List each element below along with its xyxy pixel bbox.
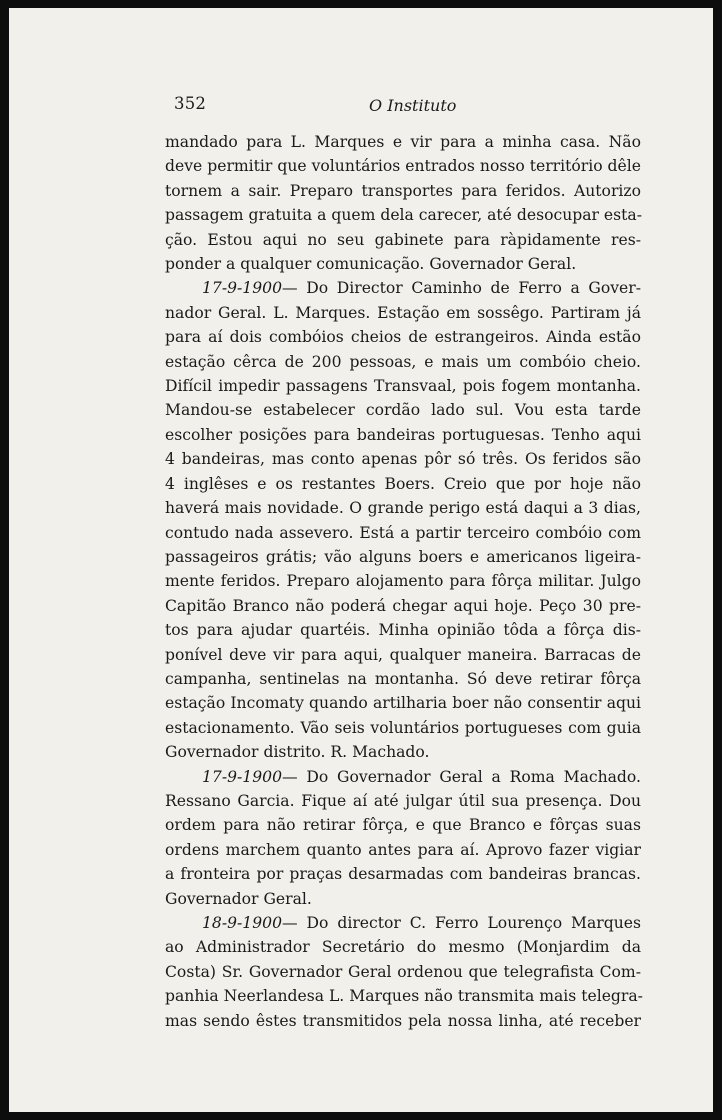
text-line: 4 inglêses e os restantes Boers. Creio que por hoje não: [165, 474, 641, 493]
text-line: [165, 911, 641, 935]
text-line: mandado para L. Marques e vir para a minha casa. Não: [165, 133, 641, 151]
text-segment: — Do Governador Geral a Roma Machado.: [282, 767, 641, 786]
text-line: 4 bandeiras, mas conto apenas pôr só três. Os feridos são: [165, 450, 641, 469]
text-line: Ressano Garcia. Fique aí até julgar útil sua presença. Dou: [165, 791, 641, 810]
text-line: estação cêrca de 200 pessoas, e mais um combóio cheio.: [165, 352, 641, 371]
text-line: tos para ajudar quartéis. Minha opinião tôda a fôrça dis-: [165, 621, 641, 640]
text-line: [165, 765, 641, 789]
date: 18-9-1900: [202, 914, 282, 932]
text-line: haverá mais novidade. O grande perigo está daqui a 3 dias,: [165, 499, 641, 518]
paragraph: [165, 765, 641, 911]
text-line: tornem a sair. Preparo transportes para feridos. Autorizo: [165, 181, 641, 200]
text-line: Costa) Sr. Governador Geral ordenou que telegrafista Com-: [165, 962, 641, 981]
paragraph: [165, 911, 641, 1033]
date: 17-9-1900: [202, 767, 282, 786]
text-line: campanha, sentinelas na montanha. Só deve retirar fôrça: [165, 669, 641, 688]
running-title: O Instituto: [369, 96, 457, 115]
text-line: passagem gratuita a quem dela carecer, até desocupar esta-: [165, 206, 642, 225]
text-line: nador Geral. L. Marques. Estação em sossêgo. Partiram já: [165, 303, 641, 322]
text-line: ao Administrador Secretário do mesmo (Monjardim da: [165, 938, 641, 957]
text-line: mas sendo êstes transmitidos pela nossa linha, até receber: [165, 1011, 641, 1030]
text-line: [165, 276, 641, 300]
text-line: Difícil impedir passagens Transvaal, pois fogem montanha.: [165, 377, 641, 396]
text-line: Governador distrito. R. Machado.: [165, 743, 430, 762]
text-line: ordem para não retirar fôrça, e que Branco e fôrças suas: [165, 816, 641, 835]
date: 17-9-1900: [202, 279, 282, 298]
text-line: estação Incomaty quando artilharia boer não consentir aqui: [165, 694, 641, 713]
body-text: [165, 130, 641, 1033]
text-line: Mandou-se estabelecer cordão lado sul. Vou esta tarde: [165, 401, 641, 420]
text-line: para aí dois combóios cheios de estrangeiros. Ainda estão: [165, 328, 641, 347]
text-line: ponível deve vir para aqui, qualquer maneira. Barracas de: [165, 645, 641, 664]
text-line: deve permitir que voluntários entrados nosso território dêle: [165, 157, 641, 176]
paragraph: [165, 276, 641, 764]
text-line: Governador Geral.: [165, 889, 312, 908]
text-line: mente feridos. Preparo alojamento para fôrça militar. Julgo: [165, 572, 641, 591]
page-number: 352: [174, 94, 207, 113]
text-line: Capitão Branco não poderá chegar aqui hoje. Peço 30 pre-: [165, 596, 641, 615]
text-segment: — Do director C. Ferro Lourenço Marques: [282, 914, 641, 932]
paragraph: [165, 130, 641, 276]
text-line: passageiros grátis; vão alguns boers e americanos ligeira-: [165, 547, 641, 566]
text-line: panhia Neerlandesa L. Marques não transmita mais telegra-: [165, 987, 643, 1006]
text-line: ponder a qualquer comunicação. Governador Geral.: [165, 255, 577, 274]
text-line: contudo nada assevero. Está a partir terceiro combóio com: [165, 523, 641, 542]
page-header: [174, 94, 649, 120]
text-line: ordens marchem quanto antes para aí. Aprovo fazer vigiar: [165, 840, 641, 859]
text-line: ção. Estou aqui no seu gabinete para ràpidamente res-: [165, 230, 641, 249]
text-line: escolher posições para bandeiras portuguesas. Tenho aqui: [165, 425, 641, 444]
text-line: a fronteira por praças desarmadas com bandeiras brancas.: [165, 865, 641, 884]
text-segment: — Do Director Caminho de Ferro a Gover-: [282, 279, 641, 298]
text-line: estacionamento. Vão seis voluntários portugueses com guia: [165, 718, 641, 737]
